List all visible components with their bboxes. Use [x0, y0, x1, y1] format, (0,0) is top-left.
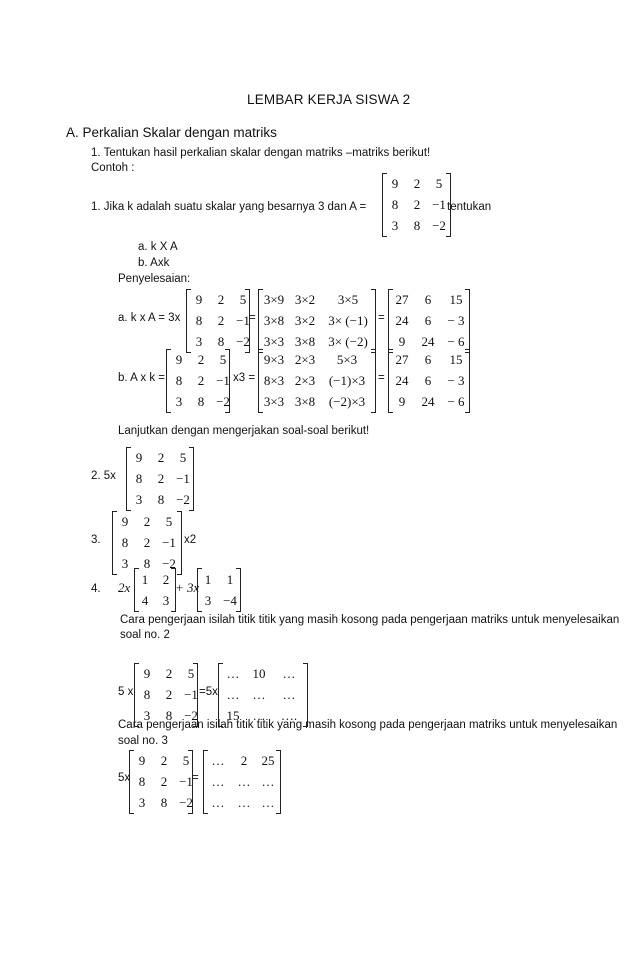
- matrix-cell: ….: [280, 707, 298, 723]
- matrix-row: [259, 290, 375, 310]
- matrix-cell: 24: [395, 313, 409, 328]
- question-4-scalar-b: + 3x: [175, 580, 200, 595]
- matrix-question-2: [126, 448, 194, 510]
- matrix-row: [259, 332, 375, 352]
- cara-2-lhs: 5 x: [118, 686, 134, 698]
- matrix-cell: 24: [395, 373, 409, 388]
- matrix-cell: − 6: [447, 393, 465, 409]
- matrix-cell: …: [211, 794, 225, 810]
- matrix-cell: 1: [204, 571, 212, 587]
- matrix-a-solution-b: [166, 350, 230, 412]
- matrix-cell: 2: [143, 535, 151, 550]
- matrix-cell: 27: [395, 352, 409, 368]
- matrix-cell: −1: [236, 313, 250, 328]
- contoh-label: Contoh :: [91, 162, 135, 174]
- matrix-cell: 9: [138, 753, 146, 769]
- matrix-cell: 3: [143, 707, 151, 723]
- continue-instruction: Lanjutkan dengan mengerjakan soal-soal berikut!: [118, 425, 370, 437]
- x3-label: x3 =: [233, 372, 256, 384]
- matrix-cell: 3: [162, 592, 170, 608]
- page-title: LEMBAR KERJA SISWA 2: [247, 92, 411, 107]
- cara-2-line-2: soal no. 2: [120, 629, 170, 641]
- matrix-row: [198, 591, 240, 611]
- matrix-row: [389, 290, 469, 310]
- matrix-row: [204, 793, 280, 813]
- matrix-cell: 2: [165, 666, 173, 682]
- matrix-row: [187, 290, 249, 310]
- cara-2-line-1: Cara pengerjaan isilah titik titik yang masih kosong pada pengerjaan matriks untuk menyelesaikan: [120, 614, 620, 626]
- matrix-cell: 8: [121, 535, 129, 550]
- matrix-cell: 3: [204, 592, 212, 608]
- matrix-cara-2-right: [218, 664, 308, 726]
- matrix-row: [259, 371, 375, 391]
- cara-3-line-2: soal no. 3: [118, 735, 168, 747]
- matrix-cell: 8: [217, 333, 225, 349]
- matrix-cell: 6: [424, 292, 432, 308]
- matrix-cell: −1: [432, 197, 446, 212]
- matrix-row: [130, 772, 192, 792]
- matrix-cell: 2: [413, 176, 421, 192]
- matrix-cell: 2: [162, 571, 170, 587]
- matrix-cell: −1: [162, 535, 176, 550]
- matrix-cell: 2: [197, 352, 205, 368]
- matrix-row: [167, 392, 229, 412]
- matrix-a-solution-a: [186, 290, 250, 352]
- question-1-tail: tentukan: [447, 201, 492, 213]
- matrix-row: [127, 448, 193, 468]
- matrix-cell: −1: [216, 373, 230, 388]
- equals-sign: =: [249, 312, 256, 324]
- matrix-cell: …: [226, 687, 240, 702]
- equals-sign: =: [192, 772, 199, 784]
- matrix-row: [135, 706, 197, 726]
- matrix-cell: 3×8: [294, 393, 316, 409]
- matrix-row: [127, 490, 193, 510]
- matrix-products-solution-b: [258, 350, 376, 412]
- matrix-cell: −1: [184, 687, 198, 702]
- matrix-cell: 3× (−1): [328, 313, 368, 328]
- matrix-cell: −2: [432, 217, 446, 233]
- matrix-cell: 8: [135, 471, 143, 486]
- matrix-row: [135, 664, 197, 684]
- matrix-cell: 9: [175, 352, 183, 368]
- matrix-cell: 15: [449, 352, 463, 368]
- matrix-cell: − 3: [447, 313, 465, 328]
- penyelesaian-label: Penyelesaian:: [118, 273, 191, 285]
- matrix-question-4-right: [197, 569, 241, 611]
- matrix-cell: 5: [219, 352, 227, 368]
- matrix-cell: 3: [121, 555, 129, 571]
- matrix-cell: 9: [195, 292, 203, 308]
- matrix-cell: …: [211, 774, 225, 789]
- matrix-row: [383, 174, 450, 194]
- matrix-cell: −2: [179, 794, 193, 810]
- matrix-question-3: [112, 512, 182, 574]
- matrix-row: [135, 570, 175, 590]
- matrix-a-question-1: [382, 174, 451, 236]
- matrix-cell: …: [237, 794, 251, 810]
- matrix-cell: 2: [217, 292, 225, 308]
- matrix-cell: (−1)×3: [328, 373, 366, 388]
- matrix-cell: …: [261, 794, 275, 810]
- matrix-cell: −1: [176, 471, 190, 486]
- matrix-row: [204, 751, 280, 771]
- matrix-cell: 15: [449, 292, 463, 308]
- matrix-result-solution-a: [388, 290, 470, 352]
- matrix-cell: 3: [175, 393, 183, 409]
- matrix-row: [389, 371, 469, 391]
- matrix-cell: 9: [143, 666, 151, 682]
- matrix-cell: …: [252, 687, 266, 702]
- instruction-1: 1. Tentukan hasil perkalian skalar dengan matriks –matriks berikut!: [91, 147, 431, 159]
- matrix-cell: 8: [175, 373, 183, 388]
- matrix-row: [259, 350, 375, 370]
- matrix-cell: −2: [216, 393, 230, 409]
- matrix-cell: 9: [391, 176, 399, 192]
- matrix-row: [259, 311, 375, 331]
- matrix-cell: 2: [160, 774, 168, 789]
- matrix-row: [383, 216, 450, 236]
- matrix-row: [167, 350, 229, 370]
- matrix-row: [219, 664, 307, 684]
- matrix-cell: 3: [195, 333, 203, 349]
- matrix-row: [259, 392, 375, 412]
- matrix-cell: 3×3: [263, 393, 285, 409]
- matrix-cell: 5: [435, 176, 443, 192]
- matrix-cell: 6: [424, 373, 432, 388]
- matrix-cell: −1: [179, 774, 193, 789]
- cara-3-lhs: 5x: [118, 772, 131, 784]
- matrix-cell: 27: [395, 292, 409, 308]
- question-4-scalar-a: 2x: [118, 580, 131, 595]
- matrix-row: [187, 311, 249, 331]
- matrix-cell: 2×3: [294, 373, 316, 388]
- matrix-cell: 5: [182, 753, 190, 769]
- matrix-cell: 2: [157, 450, 165, 466]
- cara-2-mid: =5x: [199, 686, 218, 698]
- matrix-cell: …: [226, 666, 240, 682]
- question-3-tail: x2: [184, 534, 197, 546]
- matrix-cell: …: [211, 753, 225, 769]
- matrix-cell: 3: [391, 217, 399, 233]
- matrix-cell: 5: [179, 450, 187, 466]
- matrix-cell: 5: [187, 666, 195, 682]
- matrix-cell: 3× (−2): [328, 333, 368, 349]
- matrix-cell: 10: [252, 666, 266, 682]
- matrix-cell: 4: [141, 592, 149, 608]
- matrix-cell: …: [252, 707, 266, 723]
- matrix-row: [219, 706, 307, 726]
- matrix-cell: 8: [165, 707, 173, 723]
- matrix-cell: −2: [176, 491, 190, 507]
- matrix-result-solution-b: [388, 350, 470, 412]
- matrix-cell: 5: [239, 292, 247, 308]
- matrix-cell: 8: [157, 491, 165, 507]
- matrix-cell: 8×3: [263, 373, 285, 388]
- matrix-cell: 2: [413, 197, 421, 212]
- matrix-row: [167, 371, 229, 391]
- matrix-row: [204, 772, 280, 792]
- matrix-cell: 8: [160, 794, 168, 810]
- matrix-cell: 2: [217, 313, 225, 328]
- matrix-cell: 2: [157, 471, 165, 486]
- matrix-cell: −4: [223, 592, 237, 608]
- question-1b: b. Axk: [138, 257, 170, 269]
- matrix-cell: 15: [226, 707, 240, 723]
- matrix-cell: …: [261, 774, 275, 789]
- matrix-row: [389, 332, 469, 352]
- matrix-row: [113, 512, 181, 532]
- matrix-cell: 3: [135, 491, 143, 507]
- matrix-cell: 1: [141, 571, 149, 587]
- matrix-cell: 3×5: [337, 292, 359, 308]
- matrix-cell: 9: [398, 393, 406, 409]
- matrix-cell: …: [237, 774, 251, 789]
- matrix-cell: 6: [424, 352, 432, 368]
- matrix-cell: 9: [121, 514, 129, 530]
- matrix-row: [135, 685, 197, 705]
- matrix-row: [198, 570, 240, 590]
- section-a-heading: A. Perkalian Skalar dengan matriks: [66, 125, 277, 140]
- solution-b-label: b. A x k =: [118, 372, 165, 384]
- matrix-row: [383, 195, 450, 215]
- matrix-cell: 3×8: [294, 333, 316, 349]
- matrix-cell: 24: [421, 333, 435, 349]
- matrix-cell: 3×3: [263, 333, 285, 349]
- matrix-cell: 5×3: [336, 352, 358, 368]
- matrix-cell: 8: [391, 197, 399, 212]
- matrix-cell: 8: [197, 393, 205, 409]
- matrix-products-solution-a: [258, 290, 376, 352]
- cara-3-line-1: Cara pengerjaan isilah titik titik yang masih kosong pada pengerjaan matriks untuk menyelesaikan: [118, 719, 618, 731]
- matrix-row: [130, 793, 192, 813]
- matrix-cell: …: [282, 666, 296, 682]
- matrix-cell: − 6: [447, 333, 465, 349]
- matrix-row: [130, 751, 192, 771]
- matrix-cell: 9×3: [263, 352, 285, 368]
- matrix-cell: (−2)×3: [328, 393, 366, 409]
- matrix-cell: −2: [236, 333, 250, 349]
- matrix-cell: 25: [261, 753, 275, 769]
- matrix-cell: 9: [398, 333, 406, 349]
- matrix-cell: 3×2: [294, 292, 316, 308]
- matrix-row: [389, 311, 469, 331]
- question-1a: a. k X A: [138, 241, 178, 253]
- matrix-row: [135, 591, 175, 611]
- matrix-cell: 3×8: [263, 313, 285, 328]
- matrix-cell: …: [282, 687, 296, 702]
- equals-sign: =: [378, 372, 385, 384]
- matrix-cell: 8: [195, 313, 203, 328]
- matrix-cell: 8: [413, 217, 421, 233]
- matrix-cell: 8: [143, 687, 151, 702]
- matrix-cell: 3×9: [263, 292, 285, 308]
- matrix-cell: 3: [138, 794, 146, 810]
- equals-sign: =: [378, 312, 385, 324]
- matrix-cara-3-right: [203, 751, 281, 813]
- matrix-cell: − 3: [447, 373, 465, 388]
- matrix-row: [127, 469, 193, 489]
- matrix-cell: 6: [424, 313, 432, 328]
- matrix-cell: 1: [226, 571, 234, 587]
- matrix-cell: 2: [143, 514, 151, 530]
- question-2-label: 2. 5x: [91, 470, 116, 482]
- matrix-cell: −2: [184, 707, 198, 723]
- matrix-cell: 3×2: [294, 313, 316, 328]
- matrix-row: [187, 332, 249, 352]
- matrix-cell: 2×3: [294, 352, 316, 368]
- matrix-row: [389, 392, 469, 412]
- matrix-cell: 8: [143, 555, 151, 571]
- solution-a-label: a. k x A = 3x: [118, 312, 181, 324]
- matrix-cell: 2: [197, 373, 205, 388]
- matrix-cell: 9: [135, 450, 143, 466]
- matrix-row: [389, 350, 469, 370]
- question-1-text: 1. Jika k adalah suatu skalar yang besarnya 3 dan A =: [91, 201, 367, 213]
- matrix-cell: 2: [160, 753, 168, 769]
- matrix-cara-3-left: [129, 751, 193, 813]
- matrix-cell: 8: [138, 774, 146, 789]
- matrix-cell: 5: [165, 514, 173, 530]
- matrix-row: [219, 685, 307, 705]
- matrix-cell: 24: [421, 393, 435, 409]
- question-4-label: 4.: [91, 583, 101, 595]
- matrix-question-4-left: [134, 569, 176, 611]
- matrix-cell: 2: [240, 753, 248, 769]
- matrix-row: [113, 533, 181, 553]
- matrix-cell: 2: [165, 687, 173, 702]
- question-3-label: 3.: [91, 534, 101, 546]
- matrix-cara-2-left: [134, 664, 198, 726]
- matrix-cell: −2: [162, 555, 176, 571]
